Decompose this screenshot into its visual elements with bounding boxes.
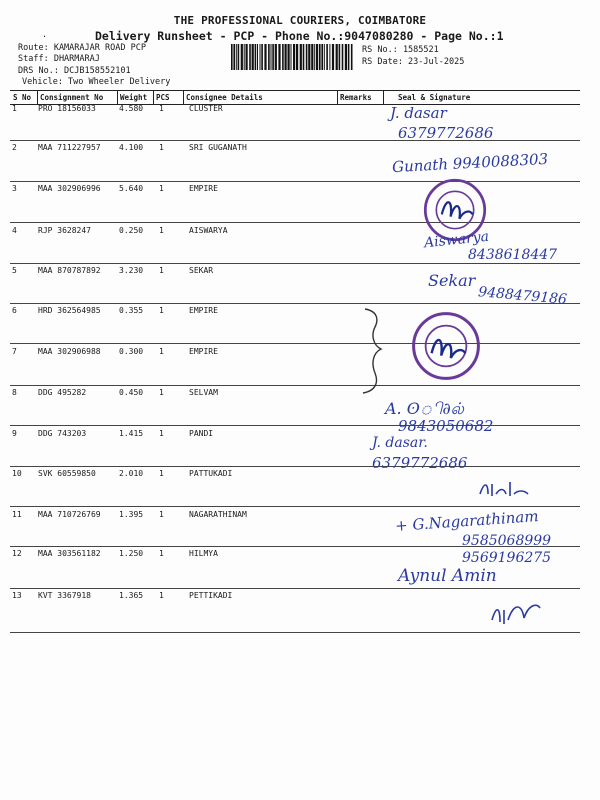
cell-sno: 6: [12, 306, 17, 315]
cell-sno: 1: [12, 104, 17, 113]
rs-date: RS Date: 23-Jul-2025: [362, 57, 465, 67]
cell-pcs: 1: [159, 143, 164, 152]
cell-consignment: PRO 18156033: [38, 104, 96, 113]
col-header-consignment: Consignment No: [40, 93, 104, 102]
cell-sno: 10: [12, 469, 22, 478]
cell-consignment: DDG 743203: [38, 429, 87, 438]
cell-sno: 12: [12, 549, 22, 558]
cell-weight: 0.250: [119, 226, 144, 235]
staff-label: Staff: DHARMARAJ: [18, 54, 100, 64]
cell-weight: 1.250: [119, 549, 144, 558]
remarks-brace-mark: [355, 305, 395, 395]
cell-sno: 8: [12, 388, 17, 397]
cell-weight: 0.355: [119, 306, 144, 315]
cell-weight: 1.415: [119, 429, 144, 438]
cell-consignee: SELVAM: [189, 388, 218, 397]
cell-weight: 5.640: [119, 184, 144, 193]
header-divider: [337, 91, 338, 105]
route-label: Route: KAMARAJAR ROAD PCP: [18, 43, 146, 53]
col-header-sno: S No: [13, 93, 32, 102]
cell-consignee: EMPIRE: [189, 347, 218, 356]
top-dot: .: [42, 30, 48, 40]
cell-consignment: MAA 711227957: [38, 143, 101, 152]
cell-weight: 3.230: [119, 266, 144, 275]
row-separator: [10, 222, 580, 223]
signature-text: J. dasar: [390, 104, 447, 122]
cell-consignee: SRI GUGANATH: [189, 143, 247, 152]
barcode-image: [231, 44, 354, 70]
signature-scribble: [488, 596, 548, 628]
cell-sno: 11: [12, 510, 22, 519]
signature-text: 6379772686: [398, 124, 494, 142]
cell-consignment: MAA 710726769: [38, 510, 101, 519]
cell-consignment: MAA 870787892: [38, 266, 101, 275]
cell-pcs: 1: [159, 510, 164, 519]
cell-weight: 1.365: [119, 591, 144, 600]
vehicle-label: Vehicle: Two Wheeler Delivery: [22, 77, 171, 87]
cell-consignee: PATTUKADI: [189, 469, 233, 478]
header-divider: [37, 91, 38, 105]
cell-pcs: 1: [159, 184, 164, 193]
row-separator: [10, 466, 580, 467]
cell-consignment: SVK 60559850: [38, 469, 96, 478]
cell-consignee: CLUSTER: [189, 104, 223, 113]
cell-weight: 4.580: [119, 104, 144, 113]
cell-pcs: 1: [159, 306, 164, 315]
cell-consignee: SEKAR: [189, 266, 214, 275]
col-header-weight: Weight: [120, 93, 148, 102]
drs-label: DRS No.: DCJB158552101: [18, 66, 131, 76]
row-separator: [10, 588, 580, 589]
rs-number: RS No.: 1585521: [362, 45, 439, 55]
row-separator: [10, 303, 580, 304]
cell-pcs: 1: [159, 266, 164, 275]
cell-pcs: 1: [159, 469, 164, 478]
cell-pcs: 1: [159, 429, 164, 438]
cell-consignment: HRD 362564985: [38, 306, 101, 315]
company-title: THE PROFESSIONAL COURIERS, COIMBATORE: [173, 14, 427, 27]
cell-weight: 2.010: [119, 469, 144, 478]
cell-pcs: 1: [159, 388, 164, 397]
row-separator: [10, 343, 580, 344]
cell-consignee: NAGARATHINAM: [189, 510, 247, 519]
cell-consignee: EMPIRE: [189, 306, 218, 315]
signature-scribble: [476, 478, 536, 500]
header-divider: [383, 91, 384, 105]
cell-consignment: DDG 495282: [38, 388, 87, 397]
row-separator: [10, 632, 580, 633]
cell-sno: 5: [12, 266, 17, 275]
signature-text: J. dasar.: [372, 435, 428, 451]
row-separator: [10, 385, 580, 386]
header-divider: [183, 91, 184, 105]
signature-text: Gunath 9940088303: [391, 149, 549, 177]
cell-consignment: MAA 302906996: [38, 184, 101, 193]
row-separator: [10, 425, 580, 426]
cell-pcs: 1: [159, 104, 164, 113]
cell-weight: 0.300: [119, 347, 144, 356]
cell-pcs: 1: [159, 549, 164, 558]
signature-text: Aynul Amin: [398, 566, 497, 586]
cell-consignment: MAA 303561182: [38, 549, 101, 558]
cell-sno: 2: [12, 143, 17, 152]
cell-sno: 9: [12, 429, 17, 438]
header-top-rule: [10, 90, 580, 91]
row-separator: [10, 140, 580, 141]
cell-pcs: 1: [159, 347, 164, 356]
signature-text: 9569196275: [462, 550, 552, 566]
col-header-seal: Seal & Signature: [398, 93, 471, 102]
cell-weight: 4.100: [119, 143, 144, 152]
company-seal-stamp: [410, 310, 482, 382]
row-separator: [10, 506, 580, 507]
cell-consignment: RJP 3628247: [38, 226, 91, 235]
cell-weight: 0.450: [119, 388, 144, 397]
signature-text: Aiswarya: [423, 228, 490, 252]
cell-weight: 1.395: [119, 510, 144, 519]
signature-text: 9488479186: [477, 284, 568, 308]
cell-consignee: AISWARYA: [189, 226, 228, 235]
signature-text: 9585068999: [462, 533, 552, 549]
header-divider: [117, 91, 118, 105]
signature-text: 9843050682: [398, 417, 494, 435]
header-divider: [153, 91, 154, 105]
runsheet-subtitle: Delivery Runsheet - PCP - Phone No.:9047080280 - Page No.:1: [95, 29, 504, 43]
cell-sno: 4: [12, 226, 17, 235]
signature-text: A. ʘி∂ல்: [385, 399, 464, 418]
cell-consignee: PETTIKADI: [189, 591, 233, 600]
cell-consignment: MAA 302906988: [38, 347, 101, 356]
cell-pcs: 1: [159, 226, 164, 235]
cell-consignee: PANDI: [189, 429, 214, 438]
row-separator: [10, 181, 580, 182]
cell-sno: 7: [12, 347, 17, 356]
cell-sno: 3: [12, 184, 17, 193]
cell-consignee: EMPIRE: [189, 184, 218, 193]
cell-sno: 13: [12, 591, 22, 600]
signature-text: 6379772686: [372, 454, 468, 472]
col-header-remarks: Remarks: [340, 93, 372, 102]
cell-pcs: 1: [159, 591, 164, 600]
col-header-consignee: Consignee Details: [186, 93, 263, 102]
signature-text: 8438618447: [468, 247, 558, 263]
signature-text: + G.Nagarathinam: [394, 507, 540, 535]
col-header-pcs: PCS: [156, 93, 170, 102]
row-separator: [10, 263, 580, 264]
signature-text: Sekar: [428, 271, 476, 290]
cell-consignee: HILMYA: [189, 549, 218, 558]
cell-consignment: KVT 3367918: [38, 591, 91, 600]
